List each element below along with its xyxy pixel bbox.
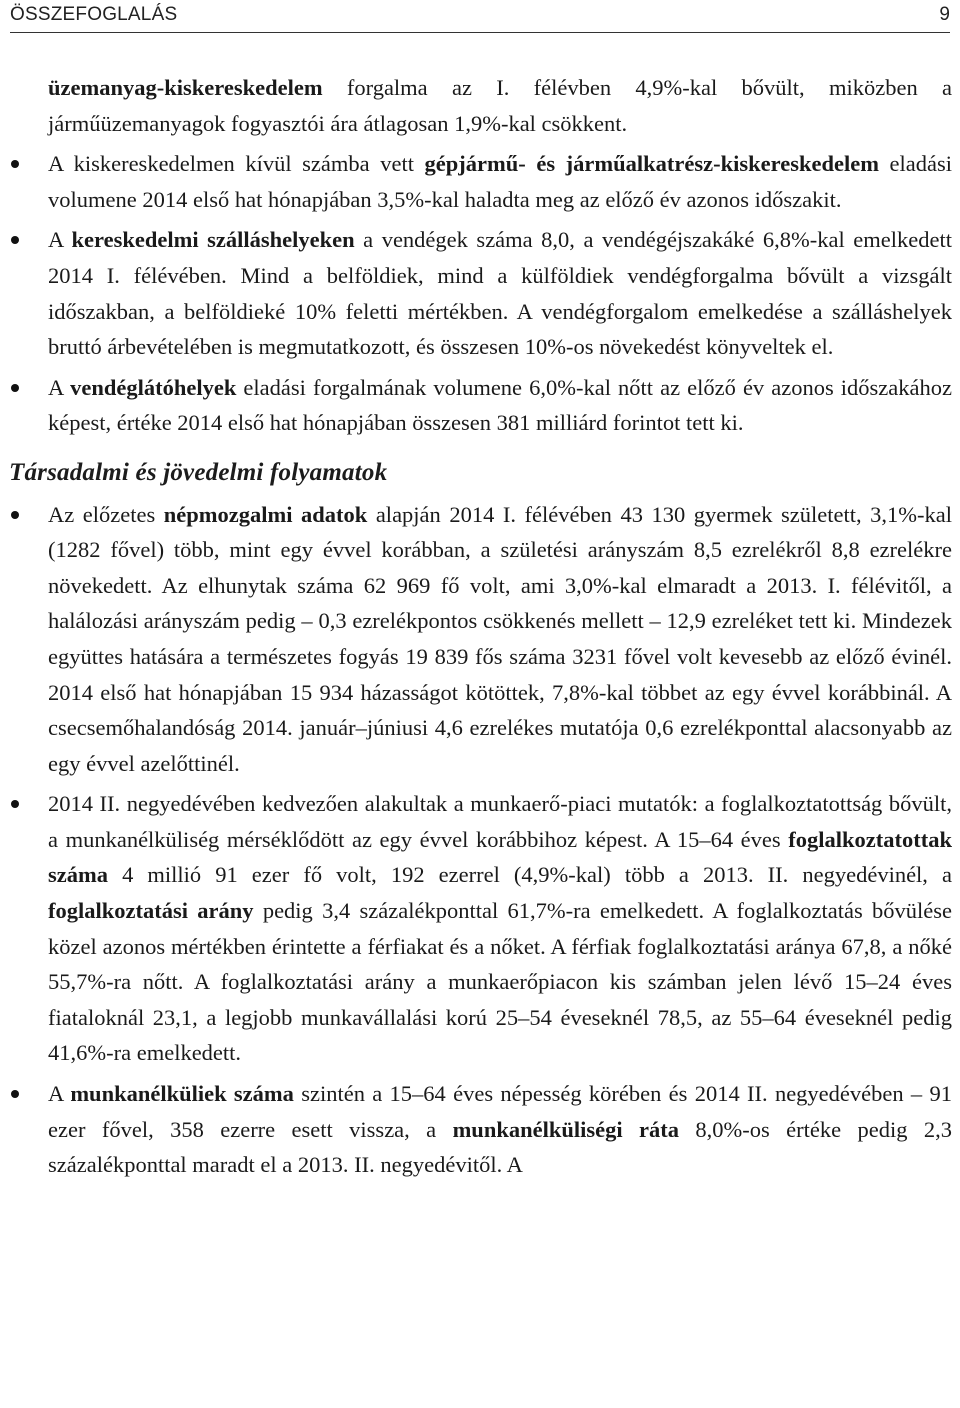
document-body — [9, 70, 953, 1183]
paragraph-text: A kiskereskedelmen kívül számba vett — [48, 151, 425, 177]
bold-term: foglalkoztatási arány — [48, 898, 254, 924]
paragraph-text: forgalma az I. félévben 4,9%-kal bővült, miközben a járműüzemanyagok fogyasztói ára átlagosan 1,9%-kal csökkent. — [48, 75, 952, 136]
bold-term: foglalkoztatottak száma — [48, 826, 952, 888]
bullet-unemployment — [48, 1076, 952, 1183]
section-heading: Társadalmi és jövedelmi folyamatok — [9, 458, 388, 486]
bullet-vehicle-retail — [48, 146, 952, 217]
bullet-catering — [48, 370, 952, 441]
paragraph-text: eladási forgalmának volumene 6,0%-kal nőtt az előző év azonos időszakához képest, értéke 2014 első hat hónapjában összesen 381 milliárd forintot tett ki. — [48, 374, 953, 436]
bold-term: üzemanyag-kiskereskedelem — [48, 75, 323, 100]
bold-term: munkanélküliek száma — [70, 1081, 294, 1107]
paragraph-text: A — [48, 374, 71, 400]
paragraph-text: A — [48, 227, 72, 253]
bold-term: vendéglátóhelyek — [70, 374, 237, 400]
paragraph-text: Az előzetes — [48, 501, 164, 527]
bold-term: munkanélküliségi ráta — [452, 1116, 679, 1142]
paragraph-fuel-retail — [48, 70, 952, 141]
bold-term: népmozgalmi adatok — [163, 501, 368, 527]
bullet-employment — [48, 786, 952, 1071]
paragraph-text: A — [48, 1081, 71, 1107]
paragraph-text: a vendégek száma 8,0, a vendégéjszakáké 6,8%-kal emelkedett 2014 I. félévében. Mind a belföldiek, mind a külföldiek vendégforgalma bővült a vizsgált időszakban, a belföldieké 10% feletti mértékben. A vendégforgalom emelkedése a szálláshelyek bruttó árbevételében is megmutatkozott, és összesen 10%-os növekedést könyveltek el. — [48, 227, 952, 360]
page-number: 9 — [939, 4, 950, 25]
section-title: ÖSSZEFOGLALÁS — [10, 4, 178, 25]
paragraph-text: 4 millió 91 ezer fő volt, 192 ezerrel (4,9%-kal) több a 2013. II. negyedévinél, a — [108, 862, 952, 888]
bold-term: kereskedelmi szálláshelyeken — [71, 227, 355, 253]
paragraph-text: 8,0%-os értéke pedig 2,3 százalékponttal maradt el a 2013. II. negyedévitől. A — [48, 1116, 952, 1178]
paragraph-text: szintén a 15–64 éves népesség körében és 2014 II. negyedévében – 91 ezer fővel, 358 ezerre esett vissza, a — [48, 1081, 952, 1142]
paragraph-text: 2014 II. negyedévében kedvezően alakultak a munkaerő-piaci mutatók: a foglalkoztatottság bővült, a munkanélküliség mérséklődött az egy évvel korábbihoz képest. A 15–64 éves — [48, 791, 952, 852]
paragraph-text: eladási volumene 2014 első hat hónapjában 3,5%-kal haladta meg az előző év azonos időszakit. — [48, 151, 952, 212]
bold-term: gépjármű- és járműalkatrész-kiskereskedelem — [424, 151, 879, 177]
bullet-vital-statistics — [48, 497, 952, 782]
page-header — [10, 2, 950, 33]
paragraph-text: pedig 3,4 százalékponttal 61,7%-ra emelkedett. A foglalkoztatás bővülése közel azonos mértékben érintette a férfiakat és a nőket. A férfiak foglalkoztatási aránya 67,8, a nőké 55,7%-ra nőtt. A foglalkoztatási arány a munkaerőpiacon kis számban jelen lévő 15–24 éves fiataloknál 23,1, a legjobb munkavállalási korú 25–54 éveseknél 78,5, az 55–64 éveseknél pedig 41,6%-ra emelkedett. — [48, 898, 952, 1066]
bullet-accommodation — [48, 222, 952, 364]
paragraph-text: alapján 2014 I. félévében 43 130 gyermek született, 3,1%-kal (1282 fővel) több, mint egy évvel korábban, a születési arányszám 8,5 ezrelékről 8,8 ezrelékre növekedett. Az elhunytak száma 62 969 fő volt, ami 3,0%-kal elmaradt a 2013. I. félévitől, a halálozási arányszám pedig – 0,3 ezrelékpontos csökkenés mellett – 12,9 ezreléket tett ki. Mindezek együttes hatására a természetes fogyás 19 839 fős száma 3231 fővel volt kevesebb az előző évinél. 2014 első hat hónapjában 15 934 házasságot kötöttek, 7,8%-kal többet az egy évvel korábbinál. A csecsemőhalandóság 2014. január–júniusi 4,6 ezrelékes mutatója 0,6 ezrelékponttal alacsonyabb az egy évvel azelőttinél. — [48, 501, 952, 776]
